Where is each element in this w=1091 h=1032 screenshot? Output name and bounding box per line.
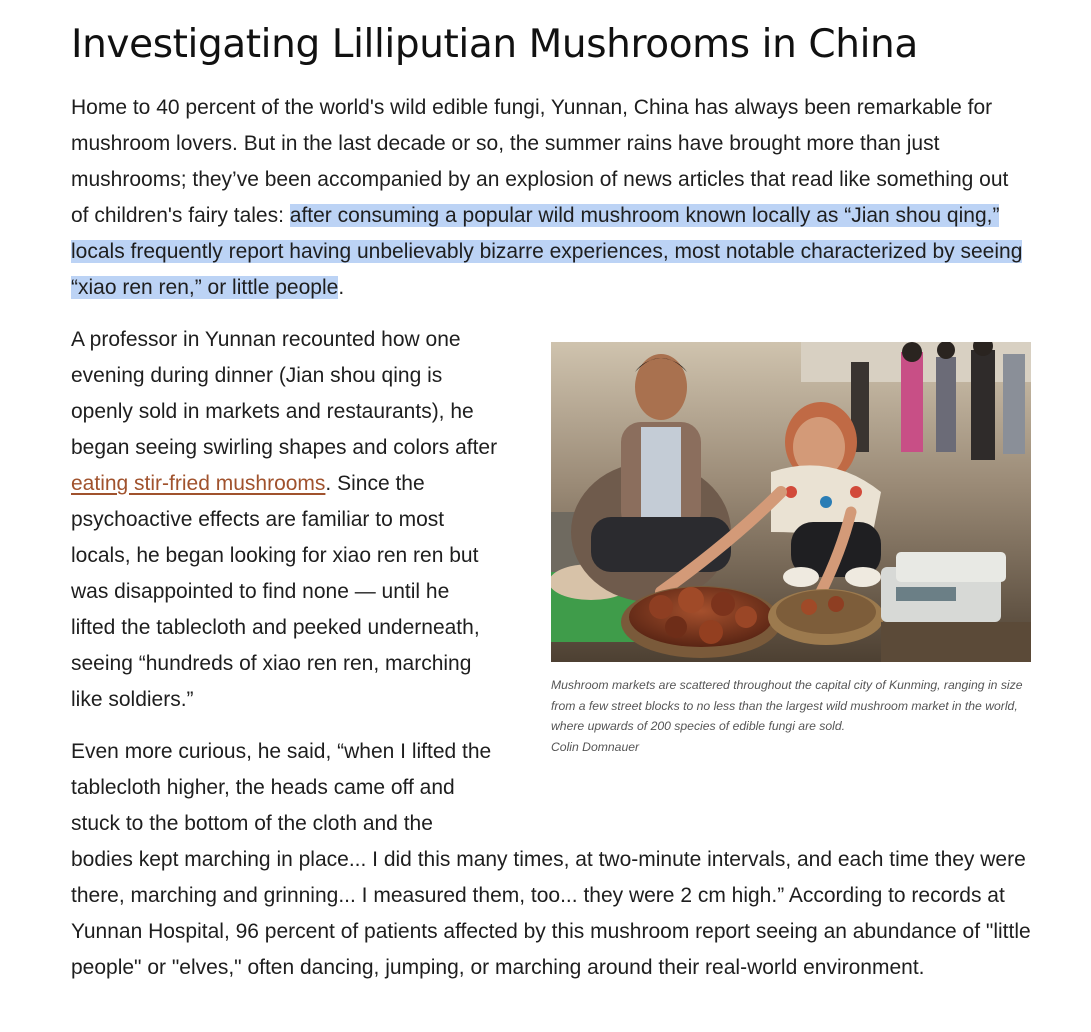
photo-caption [551, 675, 1031, 757]
mushroom-market-photo [551, 342, 1031, 662]
stir-fried-mushrooms-link[interactable]: eating stir-fried mushrooms [71, 472, 326, 495]
article-body [71, 322, 1031, 986]
text-selection-highlight[interactable]: after consuming a popular wild mushroom known locally as “Jian shou qing,” locals frequently report having unbelievably bizarre experiences, most notable characterized by seeing “xiao ren ren,” or little people [71, 204, 1023, 299]
paragraph-tablecloth: Even more curious, he said, “when I lifted the tablecloth higher, the heads came off and stuck to the bottom of the cloth and the bodies kept marching in place... I did this many times, at two-minute intervals, and each time they were there, marching and grinning... I measured them, too... they were 2 cm high.” According to records at Yunnan Hospital, 96 percent of patients affected by this mushroom report seeing an abundance of "little people" or "elves," often dancing, jumping, or marching around their real-world environment. [71, 740, 1031, 979]
caption-text: Mushroom markets are scattered throughout the capital city of Kunming, ranging in size from a few street blocks to no less than the largest wild mushroom market in the world, where upwards of 200 species of edible fungi are sold. [551, 678, 1023, 733]
paragraph-text: A professor in Yunnan recounted how one evening during dinner (Jian shou qing is openly sold in markets and restaurants), he began seeing swirling shapes and colors after [71, 328, 498, 459]
paragraph-text-end: . Since the psychoactive effects are familiar to most locals, he began looking for xiao ren ren but was disappointed to find none — until he lifted the tablecloth and peeked underneath, seeing “hundreds of xiao ren ren, marching like soldiers.” [71, 472, 480, 711]
photo-credit: Colin Domnauer [551, 739, 640, 754]
photo-figure [551, 342, 1031, 757]
intro-paragraph [71, 90, 1031, 306]
intro-text-end: . [338, 276, 345, 299]
article-title: Investigating Lilliputian Mushrooms in China [71, 22, 918, 67]
intro-text: Home to 40 percent of the world's wild edible fungi, Yunnan, China has always been remarkable for mushroom lovers. But in the last decade or so, the summer rains have brought more than just mushrooms; they’ve been accompanied by an explosion of news articles that read like something out of children's fairy tales: [71, 96, 1009, 227]
